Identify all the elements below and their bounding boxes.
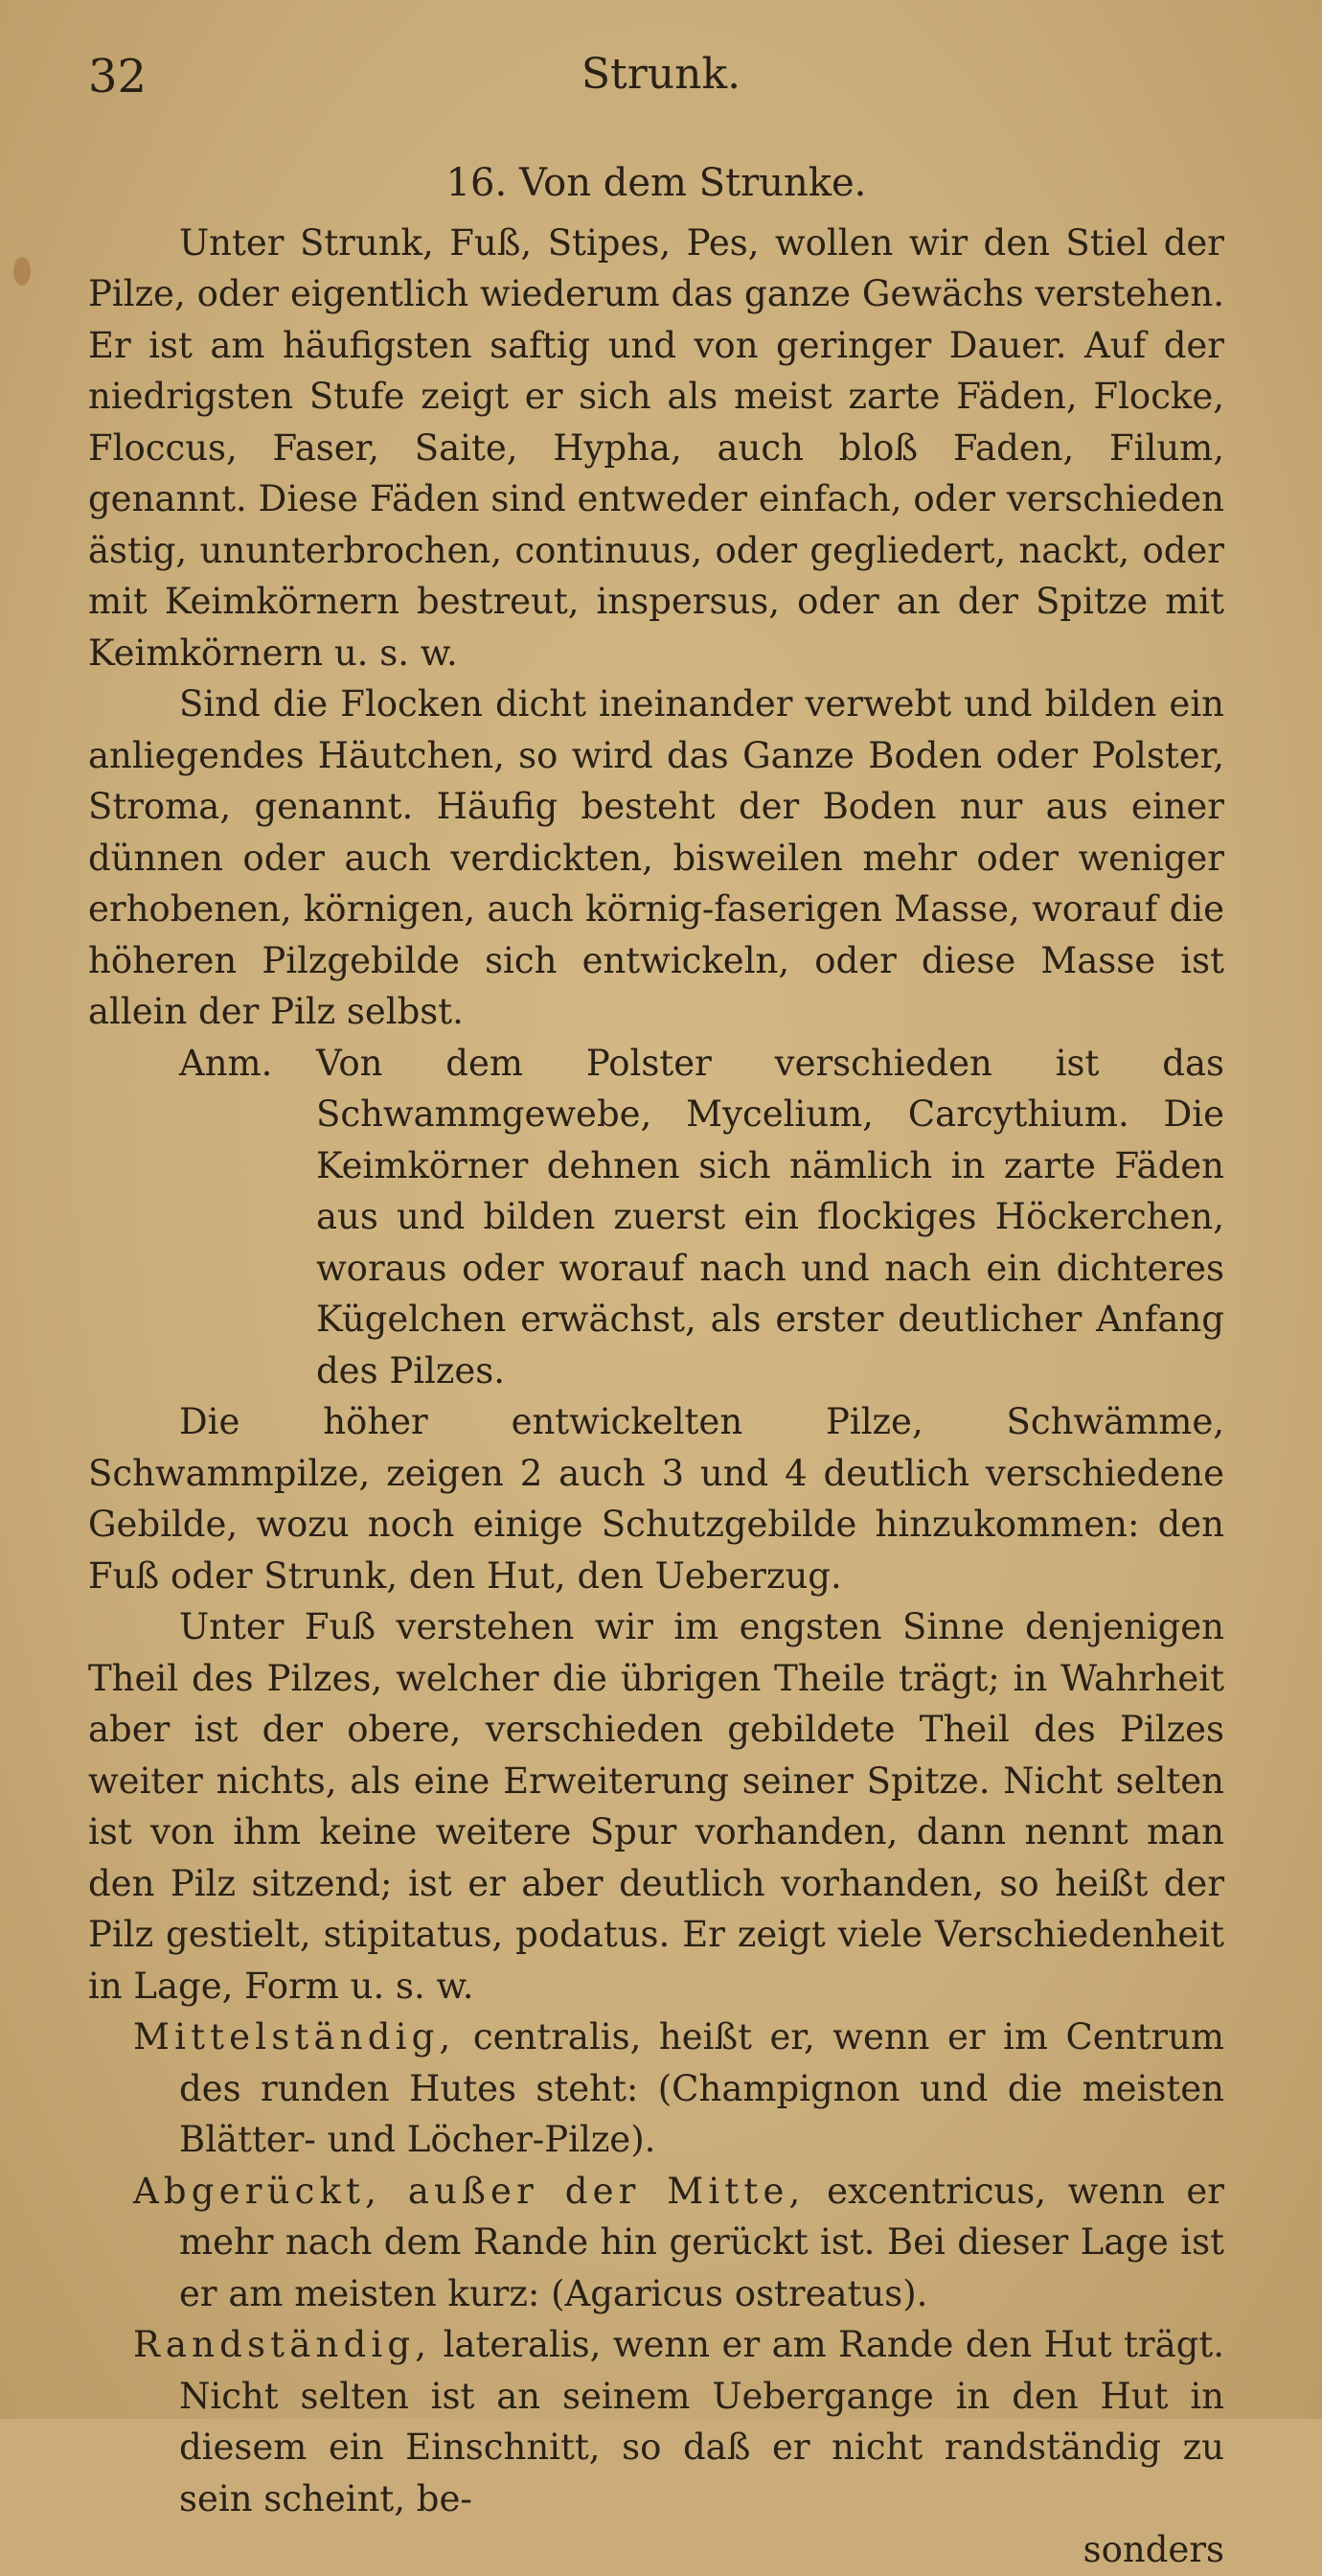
- running-head: Strunk.: [581, 50, 741, 99]
- definition-term: Mittelständig,: [133, 2016, 456, 2058]
- paragraph: Unter Fuß verstehen wir im engsten Sinne denjenigen Theil des Pilzes, welcher die übrigen Theile trägt; in Wahrheit aber ist der obere, verschieden gebildete Theil des Pilzes weiter nichts, als eine Erweiterung seiner Spitze. Nicht selten ist von ihm keine weitere Spur vorhanden, dann nennt man den Pilz sitzend; ist er aber deutlich vorhanden, so heißt der Pilz gestielt, stipitatus, podatus. Er zeigt viele Verschiedenheit in Lage, Form u. s. w.: [88, 1606, 1224, 2007]
- paragraph: Unter Strunk, Fuß, Stipes, Pes, wollen wir den Stiel der Pilze, oder eigentlich wiederum das ganze Gewächs verstehen. Er ist am häufigsten saftig und von geringer Dauer. Auf der niedrigsten Stufe zeigt er sich als meist zarte Fäden, Flocke, Floccus, Faser, Saite, Hypha, auch bloß Faden, Filum, genannt. Diese Fäden sind entweder einfach, oder verschieden ästig, ununterbrochen, continuus, oder gegliedert, nackt, oder mit Keimkörnern bestreut, inspersus, oder an der Spitze mit Keimkörnern u. s. w.: [88, 221, 1224, 674]
- annotation-note: [88, 1038, 1224, 1397]
- annotation-text: Von dem Polster verschieden ist das Schwammgewebe, Mycelium, Carcythium. Die Keimkörner dehnen sich nämlich in zarte Fäden aus und bilden zuerst ein flockiges Höckerchen, woraus oder worauf nach und nach ein dichteres Kügelchen erwächst, als erster deutlicher Anfang des Pilzes.: [316, 1042, 1224, 1392]
- definition-text: lateralis, wenn er am Rande den Hut trägt. Nicht selten ist an seinem Uebergange in den Hut in diesem ein Einschnitt, so daß er nicht randständig zu sein scheint, be-: [179, 2324, 1224, 2519]
- body-text: [88, 158, 1224, 2576]
- paragraph: Sind die Flocken dicht ineinander verwebt und bilden ein anliegendes Häutchen, so wird das Ganze Boden oder Polster, Stroma, genannt. Häufig besteht der Boden nur aus einer dünnen oder auch verdickten, bisweilen mehr oder weniger erhobenen, körnigen, auch körnig-faserigen Masse, worauf die höheren Pilzgebilde sich entwickeln, oder diese Masse ist allein der Pilz selbst.: [88, 683, 1224, 1032]
- paper-stain: [13, 257, 31, 286]
- definition-term: Randständig,: [133, 2324, 432, 2365]
- definition-text: centralis, heißt er, wenn er im Centrum des runden Hutes steht: (Champignon und die meisten Blätter- und Löcher-Pilze).: [179, 2016, 1224, 2160]
- annotation-label: Anm.: [179, 1042, 273, 1084]
- section-title: 16. Von dem Strunke.: [445, 161, 867, 205]
- paragraph: Die höher entwickelten Pilze, Schwämme, Schwammpilze, zeigen 2 auch 3 und 4 deutlich verschiedene Gebilde, wozu noch einige Schutzgebilde hinzukommen: den Fuß oder Strunk, den Hut, den Ueberzug.: [88, 1401, 1224, 1597]
- definition-item: [88, 2012, 1224, 2166]
- definition-item: [88, 2319, 1224, 2524]
- page-header: [88, 50, 1234, 117]
- definition-item: [88, 2166, 1224, 2320]
- definition-term: Abgerückt, außer der Mitte,: [133, 2170, 806, 2212]
- page-number: 32: [88, 50, 148, 104]
- definition-text: excentricus, wenn er mehr nach dem Rande hin gerückt ist. Bei dieser Lage ist er am meisten kurz: (Agaricus ostreatus).: [179, 2170, 1224, 2314]
- catchword: sonders: [1083, 2529, 1224, 2570]
